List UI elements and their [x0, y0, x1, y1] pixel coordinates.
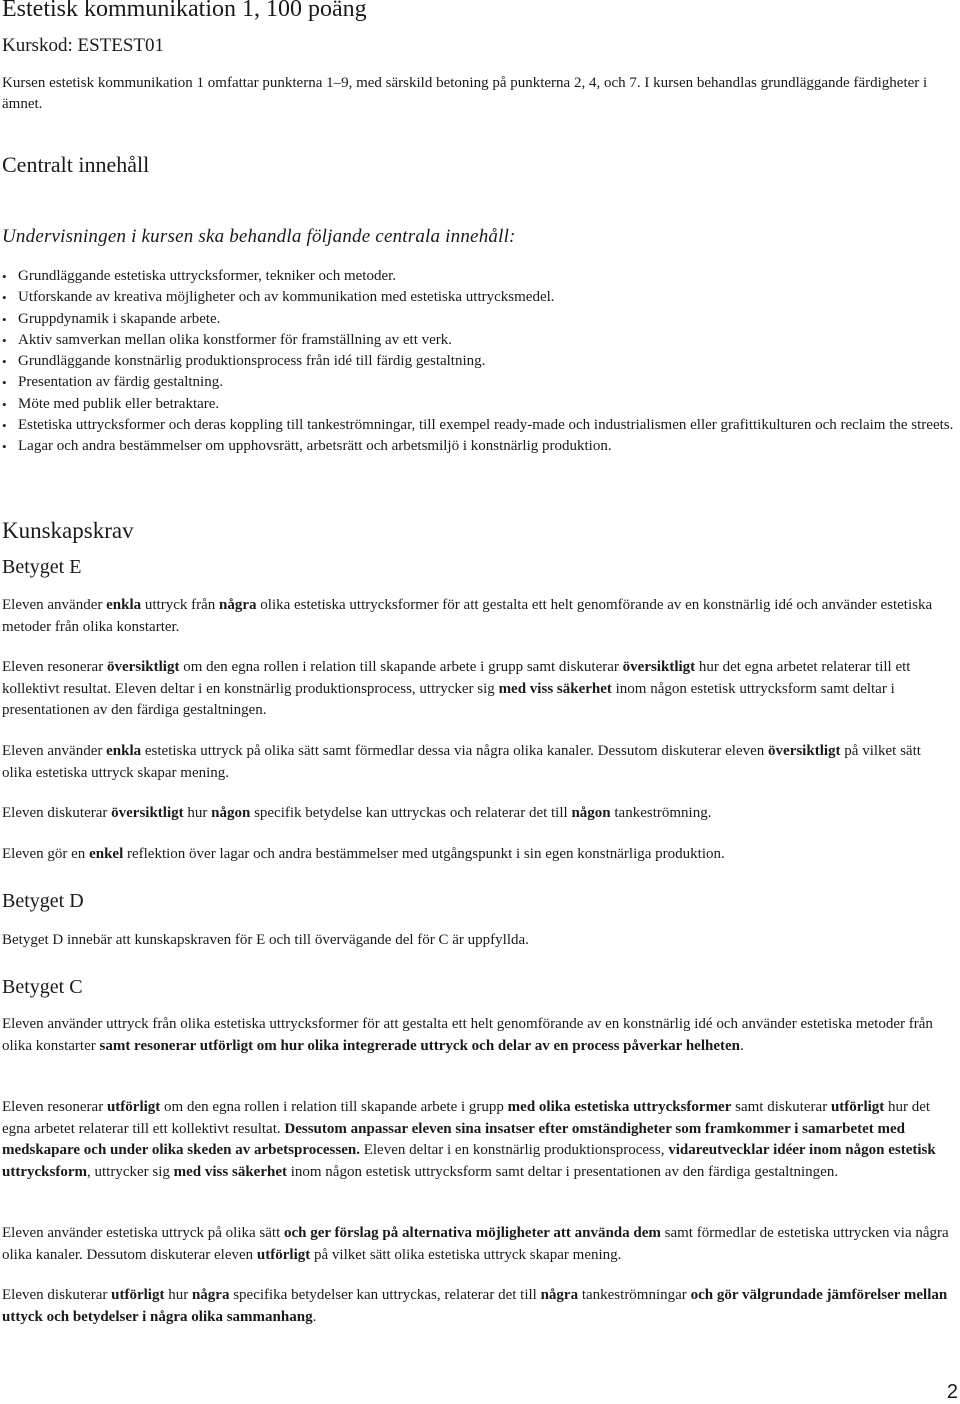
emphasis-text: utförligt: [256, 1246, 311, 1263]
list-item: • Utforskande av kreativa möjligheter och av kommunikation med estetiska uttrycksmedel.: [0, 287, 958, 308]
emphasis-text: utförligt: [111, 1287, 165, 1303]
text-run: Eleven diskuterar: [2, 805, 112, 821]
grade-c-paragraph-4: [2, 1285, 952, 1328]
text-run: tankeströmning.: [610, 805, 712, 821]
emphasis-text: med olika estetiska uttrycksformer: [507, 1099, 732, 1115]
text-run: , uttrycker sig: [86, 1163, 174, 1180]
grade-e-paragraph-4: [2, 803, 952, 825]
emphasis-text: samt resonerar utförligt om hur olika integrerade uttryck och delar av en process påverkar helheten: [99, 1037, 740, 1054]
list-item: • Grundläggande estetiska uttrycksformer, tekniker och metoder.: [0, 266, 958, 287]
emphasis-text: med viss säkerhet: [498, 680, 612, 697]
text-run: specifik betydelse kan uttryckas och relaterar det till: [250, 805, 572, 821]
text-run: Eleven använder uttryck från olika estetiska uttrycksformer för att gestalta ett helt genomförande av en konstnärlig idé och använder estetiska metoder från olika konstarter: [2, 1016, 933, 1054]
emphasis-text: enkla: [106, 597, 142, 613]
list-item: • Aktiv samverkan mellan olika konstformer för framställning av ett verk.: [0, 330, 958, 351]
text-run: hur det egna arbetet relaterar till ett kollektivt resultat. Eleven deltar i en konstnärlig produktionsprocess, uttrycker sig: [2, 659, 911, 697]
emphasis-text: några: [219, 597, 257, 613]
list-item: • Möte med publik eller betraktare.: [0, 394, 958, 415]
emphasis-text: utförligt: [830, 1099, 885, 1115]
text-run: inom någon estetisk uttrycksform samt deltar i presentationen av den färdiga gestaltningen.: [286, 1163, 839, 1180]
emphasis-text: någon: [571, 805, 611, 821]
text-run: specifika betydelser kan uttryckas, relaterar det till: [229, 1287, 541, 1303]
text-run: på vilket sätt olika estetiska uttryck skapar mening.: [2, 743, 921, 781]
text-run: .: [739, 1037, 744, 1054]
list-item: • Gruppdynamik i skapande arbete.: [0, 309, 958, 330]
grade-c-paragraph-2: [2, 1097, 952, 1183]
grade-e-paragraph-1: [2, 595, 952, 638]
text-run: Eleven använder: [2, 743, 107, 759]
grade-e-paragraph-2: [2, 657, 952, 722]
text-run: samt förmedlar de estetiska uttrycken via några olika kanaler. Dessutom diskuterar eleven: [2, 1225, 949, 1263]
text-run: tankeströmningar: [578, 1287, 691, 1303]
list-item: • Lagar och andra bestämmelser om upphovsrätt, arbetsrätt och arbetsmiljö i konstnärlig produktion.: [0, 436, 958, 457]
grade-e-paragraph-5: [2, 844, 952, 866]
requirements-heading: Kunskapskrav: [2, 518, 134, 543]
emphasis-text: några: [540, 1287, 579, 1303]
text-run: hur: [164, 1287, 192, 1303]
list-item: • Grundläggande konstnärlig produktionsprocess från idé till färdig gestaltning.: [0, 351, 958, 372]
text-run: om den egna rollen i relation till skapande arbete i grupp: [160, 1099, 508, 1115]
course-code: Kurskod: ESTEST01: [2, 35, 165, 56]
list-item: • Estetiska uttrycksformer och deras koppling till tankeströmningar, till exempel ready-made och industrialismen eller grafittikulturen och reclaim the streets.: [0, 415, 958, 436]
text-run: om den egna rollen i relation till skapande arbete i grupp samt diskuterar: [179, 659, 623, 675]
grade-c-paragraph-3: [2, 1223, 952, 1266]
emphasis-text: översiktligt: [622, 659, 696, 675]
text-run: .: [312, 1308, 317, 1325]
text-run: estetiska uttryck på olika sätt samt förmedlar dessa via några olika kanaler. Dessutom diskuterar eleven: [141, 743, 769, 759]
emphasis-text: översiktligt: [106, 659, 180, 675]
central-content-lead: Undervisningen i kursen ska behandla följande centrala innehåll:: [2, 226, 516, 247]
grade-e-paragraph-3: [2, 741, 952, 784]
grade-e-heading: Betyget E: [2, 556, 82, 578]
text-run: hur: [183, 805, 212, 821]
text-run: Eleven använder estetiska uttryck på olika sätt: [2, 1225, 284, 1241]
grade-c-heading: Betyget C: [2, 976, 83, 998]
emphasis-text: Dessutom anpassar eleven sina insatser efter omständigheter som framkommer i samarbetet med medskapare och under olika skeden av arbetsprocessen.: [2, 1120, 906, 1158]
list-item: • Presentation av färdig gestaltning.: [0, 372, 958, 393]
emphasis-text: översiktligt: [768, 743, 841, 759]
text-run: Eleven diskuterar: [2, 1287, 112, 1303]
grade-c-paragraph-1: [2, 1014, 952, 1057]
central-content-heading: Centralt innehåll: [2, 152, 150, 177]
text-run: uttryck från: [141, 597, 220, 613]
text-run: olika estetiska uttrycksformer för att gestalta ett helt genomförande av en konstnärlig idé och använder estetiska metoder från olika konstarter.: [2, 597, 933, 635]
grade-d-paragraph: Betyget D innebär att kunskapskraven för E och till övervägande del för C är uppfyllda.: [2, 932, 529, 948]
central-content-list: [0, 266, 958, 458]
emphasis-text: någon: [211, 805, 251, 821]
text-run: inom någon estetisk uttrycksform samt deltar i presentationen av den färdiga gestaltningen.: [2, 680, 895, 718]
emphasis-text: med viss säkerhet: [173, 1163, 287, 1180]
emphasis-text: översiktligt: [111, 805, 184, 821]
text-run: Eleven gör en: [2, 846, 90, 862]
course-title: Estetisk kommunikation 1, 100 poäng: [2, 0, 367, 22]
grade-d-heading: Betyget D: [2, 890, 84, 912]
emphasis-text: några: [191, 1287, 230, 1303]
emphasis-text: enkel: [89, 846, 124, 862]
text-run: på vilket sätt olika estetiska uttryck skapar mening.: [310, 1246, 622, 1263]
emphasis-text: och ger förslag på alternativa möjligheter att använda dem: [283, 1225, 661, 1241]
text-run: hur det egna arbetet relaterar till ett kollektivt resultat.: [2, 1099, 931, 1137]
page-number: 2: [946, 1381, 958, 1403]
text-run: Eleven deltar i en konstnärlig produktionsprocess,: [359, 1142, 669, 1158]
emphasis-text: och gör välgrundade jämförelser mellan uttyck och betydelser i några olika sammanhang: [2, 1287, 948, 1325]
text-run: Eleven resonerar: [2, 659, 107, 675]
emphasis-text: utförligt: [106, 1099, 161, 1115]
text-run: reflektion över lagar och andra bestämmelser med utgångspunkt i sin egen konstnärliga produktion.: [123, 846, 725, 862]
emphasis-text: enkla: [106, 743, 142, 759]
emphasis-text: vidareutvecklar idéer inom någon estetisk uttrycksform: [2, 1142, 936, 1180]
text-run: samt diskuterar: [731, 1099, 831, 1115]
text-run: Eleven resonerar: [2, 1099, 107, 1115]
text-run: Eleven använder: [2, 597, 107, 613]
course-intro: Kursen estetisk kommunikation 1 omfattar punkterna 1–9, med särskild betoning på punkterna 2, 4, och 7. I kursen behandlas grundläggande färdigheter i ämnet.: [2, 75, 928, 112]
